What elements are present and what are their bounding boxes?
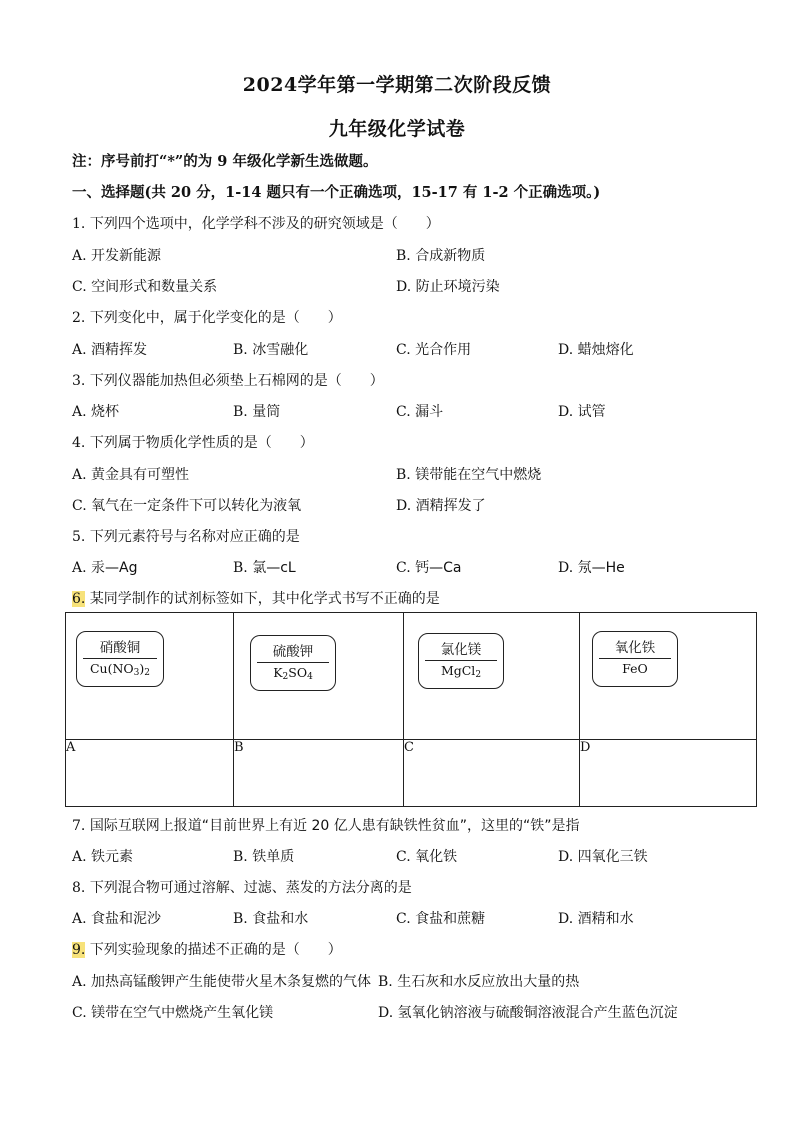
option-c: C. 氧化铁 (396, 849, 458, 865)
question-9 (72, 939, 342, 959)
option-d: D. 氢氧化钠溶液与硫酸铜溶液混合产生蓝色沉淀 (378, 1005, 678, 1021)
question-number: 3. (72, 373, 86, 389)
label-cell-c (404, 613, 580, 740)
question-number: 5. (72, 529, 86, 545)
question-7 (72, 815, 580, 835)
option-d: D. 防止环境污染 (396, 279, 500, 295)
question-3 (72, 370, 384, 390)
option-a: A. 烧杯 (72, 404, 120, 420)
option-d: D. 氖—He (558, 560, 625, 576)
exam-subtitle: 九年级化学试卷 (328, 118, 466, 140)
option-b: B. 冰雪融化 (233, 342, 309, 358)
option-a: A. 汞—Ag (72, 560, 138, 576)
option-b: B. 氯—cL (233, 560, 296, 576)
option-d: D. 四氧化三铁 (558, 849, 648, 865)
option-a: A. 酒精挥发 (72, 342, 148, 358)
option-d: D. 酒精和水 (558, 911, 634, 927)
reagent-label: 氧化铁 FeO (592, 631, 678, 687)
label-cell-a (66, 613, 234, 740)
reagent-label: 硝酸铜 $Cu(NO_3)_2$ (76, 631, 164, 687)
option-c: C. 食盐和蔗糖 (396, 911, 486, 927)
option-a: A. 铁元素 (72, 849, 134, 865)
option-c: C. 空间形式和数量关系 (72, 279, 218, 295)
question-6 (72, 588, 440, 608)
option-d: D. 试管 (558, 404, 606, 420)
question-text: 下列元素符号与名称对应正确的是 (89, 529, 300, 545)
option-letter-b: B (234, 740, 404, 807)
option-d: D. 酒精挥发了 (396, 498, 486, 514)
option-a: A. 黄金具有可塑性 (72, 467, 190, 483)
option-b: B. 镁带能在空气中燃烧 (396, 467, 542, 483)
option-b: B. 铁单质 (233, 849, 295, 865)
chemical-formula: MgCl$_2$ (440, 663, 482, 680)
question-1 (72, 213, 440, 233)
reagent-label-table (65, 612, 757, 807)
question-text: 下列四个选项中，化学学科不涉及的研究领域是（ ） (89, 216, 440, 232)
chemical-formula: FeO (622, 661, 648, 676)
option-letter-d: D (580, 740, 757, 807)
question-8 (72, 877, 412, 897)
option-letter-a: A (66, 740, 234, 807)
option-b: B. 合成新物质 (396, 248, 486, 264)
option-a: A. 食盐和泥沙 (72, 911, 162, 927)
question-number: 9. (72, 942, 86, 958)
option-c: C. 光合作用 (396, 342, 472, 358)
chemical-formula: $K_2SO_4$ (273, 665, 313, 682)
option-letter-c: C (404, 740, 580, 807)
question-number: 1. (72, 216, 86, 232)
question-text: 下列混合物可通过溶解、过滤、蒸发的方法分离的是 (89, 880, 412, 896)
question-number: 2. (72, 310, 86, 326)
question-text: 下列变化中，属于化学变化的是（ ） (89, 310, 342, 326)
label-cell-d (580, 613, 757, 740)
question-text: 某同学制作的试剂标签如下，其中化学式书写不正确的是 (89, 591, 440, 607)
question-number: 7. (72, 818, 86, 834)
question-text: 下列实验现象的描述不正确的是（ ） (89, 942, 342, 958)
question-2 (72, 307, 342, 327)
option-b: B. 生石灰和水反应放出大量的热 (378, 974, 580, 990)
option-b: B. 量筒 (233, 404, 281, 420)
option-a: A. 加热高锰酸钾产生能使带火星木条复燃的气体 (72, 974, 372, 990)
reagent-label: 硫酸钾 $K_2SO_4$ (250, 635, 336, 691)
question-text: 国际互联网上报道“目前世界上有近 20 亿人患有缺铁性贫血”，这里的“铁”是指 (89, 818, 580, 834)
option-c: C. 镁带在空气中燃烧产生氧化镁 (72, 1005, 274, 1021)
option-b: B. 食盐和水 (233, 911, 309, 927)
question-text: 下列仪器能加热但必须垫上石棉网的是（ ） (89, 373, 384, 389)
exam-title: 2024学年第一学期第二次阶段反馈 (242, 74, 552, 96)
question-text: 下列属于物质化学性质的是（ ） (89, 435, 314, 451)
note: 注：序号前打“*”的为 9 年级化学新生选做题。 (72, 153, 378, 170)
reagent-label: 氯化镁 MgCl$_2$ (418, 633, 504, 689)
option-c: C. 氧气在一定条件下可以转化为液氧 (72, 498, 302, 514)
question-5 (72, 526, 300, 546)
question-number: 8. (72, 880, 86, 896)
question-number: 6. (72, 591, 86, 607)
question-number: 4. (72, 435, 86, 451)
chemical-formula: $Cu(NO_3)_2$ (89, 661, 151, 678)
option-c: C. 钙—Ca (396, 560, 462, 576)
label-cell-b (234, 613, 404, 740)
section-heading: 一、选择题(共 20 分，1-14 题只有一个正确选项，15-17 有 1-2 个正确选项。) (72, 184, 601, 201)
option-c: C. 漏斗 (396, 404, 444, 420)
question-4 (72, 432, 314, 452)
option-a: A. 开发新能源 (72, 248, 162, 264)
option-d: D. 蜡烛熔化 (558, 342, 634, 358)
